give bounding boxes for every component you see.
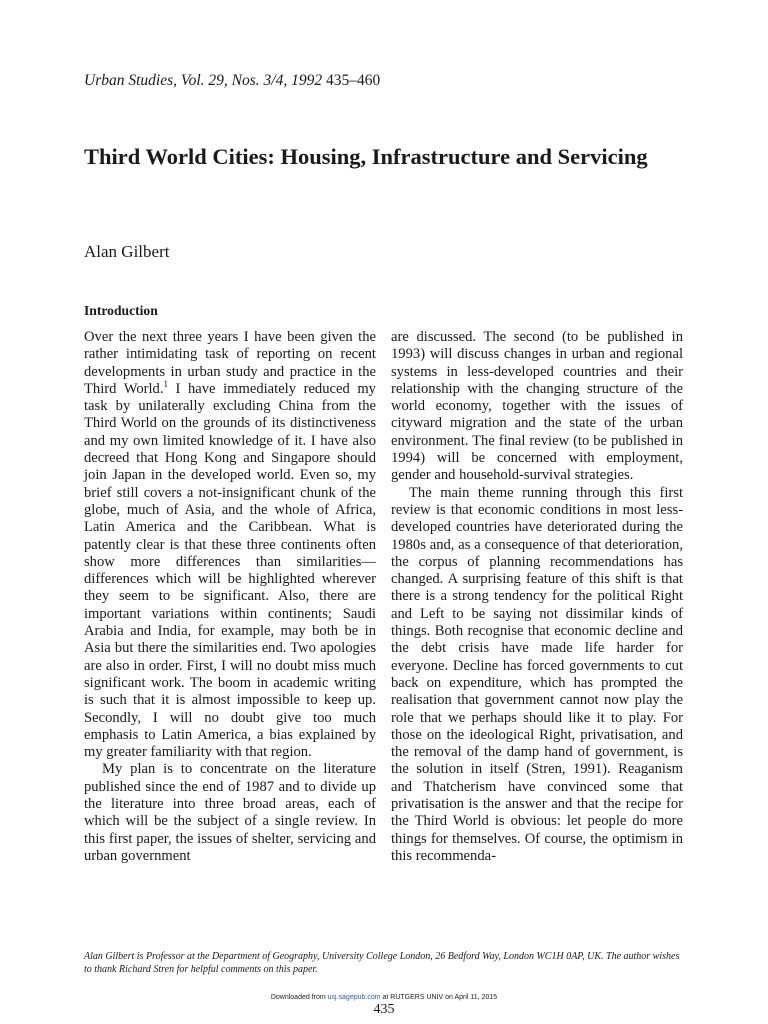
page-number: 435 xyxy=(373,1002,395,1017)
download-suffix: at RUTGERS UNIV on April 11, 2015 xyxy=(380,994,498,1001)
author-footnote: Alan Gilbert is Professor at the Department of Geography, University College London, 26 Bedford Way, London WC1H 0AP, UK. The author wishes to thank Richard Stren for helpful comments on this paper. xyxy=(84,951,680,975)
paragraph: My plan is to concentrate on the literature published since the end of 1987 and to divide up the literature into three broad areas, each of which will be the subject of a single review. In this first paper, the issues of shelter, servicing and urban government xyxy=(84,761,376,864)
journal-name: Urban Studies, Vol. 29, Nos. 3/4, 1992 xyxy=(84,72,323,89)
download-prefix: Downloaded from xyxy=(270,994,328,1001)
author-name: Alan Gilbert xyxy=(84,242,170,261)
source-link[interactable]: usj.sagepub.com xyxy=(327,994,381,1001)
paragraph xyxy=(84,329,376,761)
article-title: Third World Cities: Housing, Infrastructure and Servicing xyxy=(84,144,648,169)
left-column xyxy=(84,329,376,865)
page-range: 435–460 xyxy=(322,72,381,89)
download-notice xyxy=(0,994,768,1001)
right-column xyxy=(391,329,683,865)
footnote-marker: 1 xyxy=(163,379,168,390)
journal-citation xyxy=(84,72,380,90)
paragraph-text: Over the next three years I have been given the rather intimidating task of reporting on recent developments in urban study and practice in the Third World. xyxy=(84,329,376,397)
paragraph: are discussed. The second (to be published in 1993) will discuss changes in urban and regional systems in less-developed countries and their relationship with the changing structure of the world economy, together with the issues of cityward migration and the state of the urban environment. The final review (to be published in 1994) will be concerned with employment, gender and household-survival strategies. xyxy=(391,329,683,484)
paragraph: The main theme running through this first review is that economic conditions in most less-developed countries have deteriorated during the 1980s and, as a consequence of that deterioration, the corpus of planning recommendations has changed. A surprising feature of this shift is that there is a strong tendency for the political Right and Left to be saying not dissimilar kinds of things. Both recognise that economic decline and the debt crisis have made life harder for everyone. Decline has forced governments to cut back on expenditure, which has prompted the realisation that government cannot now play the role that we perhaps should like it to play. For those on the ideological Right, privatisation, and the removal of the damp hand of government, is the solution in itself (Stren, 1991). Reaganism and Thatcherism have convinced some that privatisation is the answer and that the recipe for the Third World is obvious: let people do more things for themselves. Of course, the optimism in this recommenda- xyxy=(391,484,683,864)
section-heading: Introduction xyxy=(84,303,158,318)
paragraph-text: I have immediately reduced my task by unilaterally excluding China from the Third World on the grounds of its distinctiveness and my own limited knowledge of it. I have also decreed that Hong Kong and Singapore should join Japan in the developed world. Even so, my brief still covers a not-insignificant chunk of the globe, much of Asia, and the whole of Africa, Latin America and the Caribbean. What is patently clear is that these three continents often show more differences than similarities—differences which will be highlighted wherever they seem to be significant. Also, there are important variations within continents; Saudi Arabia and India, for example, may both be in Asia but there the similarities end. Two apologies are also in order. First, I will no doubt miss much significant work. The boom in academic writing is such that it is almost impossible to keep up. Secondly, I will no doubt give too much emphasis to Latin America, a bias explained by my greater familiarity with that region. xyxy=(84,380,376,761)
